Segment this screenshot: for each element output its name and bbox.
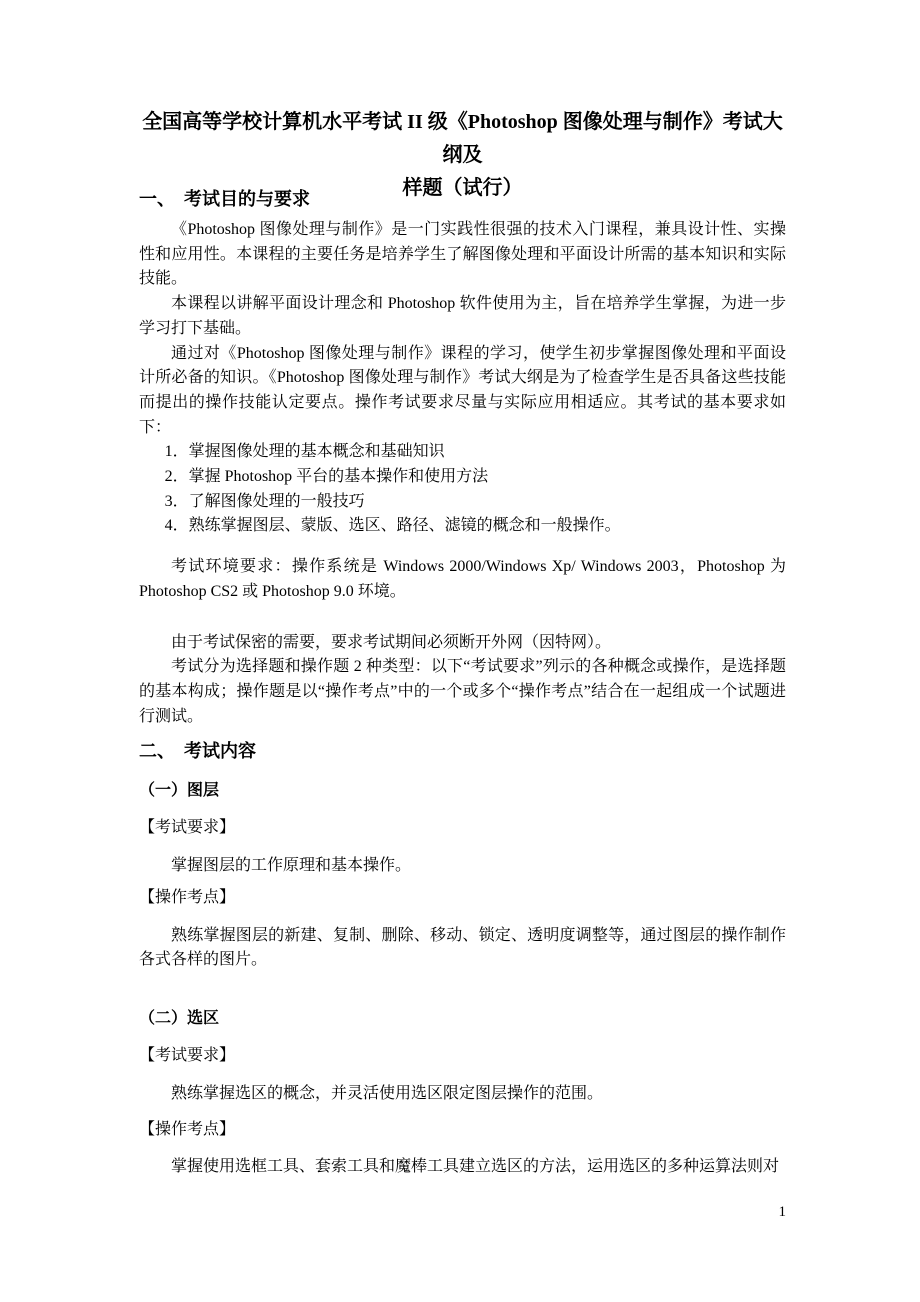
subsection-1-requirement-label: 【考试要求】: [139, 819, 236, 836]
document-title-line-2: 样题（试行）: [402, 177, 523, 199]
list-item: 1．掌握图像处理的基本概念和基础知识: [164, 443, 445, 461]
subsection-1-operation-text: 熟练掌握图层的新建、复制、删除、移动、锁定、透明度调整等，通过图层的操作制作各式各样的图片。: [139, 926, 786, 969]
section-2-heading: 二、 考试内容: [139, 741, 256, 761]
page-number: 1: [778, 1204, 786, 1220]
exam-requirement-list: [139, 440, 786, 539]
section-1-heading: 一、 考试目的与要求: [139, 189, 310, 209]
paragraph-outline-purpose: 通过对《Photoshop 图像处理与制作》课程的学习，使学生初步掌握图像处理和平面设计所必备的知识。《Photoshop 图像处理与制作》考试大纲是为了检查学生是否具备这些技能而提出的操作技能认定要点。操作考试要求尽量与实际应用相适应。其考试的基本要求如下：: [139, 344, 786, 436]
section-exam-purpose: [139, 186, 786, 729]
paragraph-environment: 考试环境要求：操作系统是 Windows 2000/Windows Xp/ Windows 2003，Photoshop 为 Photoshop CS2 或 Photoshop 9.0 环境。: [139, 558, 786, 600]
subsection-2-requirement-text: 熟练掌握选区的概念，并灵活使用选区限定图层操作的范围。: [171, 1085, 604, 1103]
section-exam-content: [139, 738, 786, 1180]
paragraph-course-goal: 本课程以讲解平面设计理念和 Photoshop 软件使用为主，旨在培养学生掌握，为进一步学习打下基础。: [139, 295, 786, 337]
subsection-2-operation-label: 【操作考点】: [139, 1120, 236, 1138]
subsection-1-requirement-text: 掌握图层的工作原理和基本操作。: [171, 857, 412, 874]
paragraph-course-intro: 《Photoshop 图像处理与制作》是一门实践性很强的技术入门课程，兼具设计性、实操性和应用性。本课程的主要任务是培养学生了解图像处理和平面设计所需的基本知识和实际技能。: [139, 221, 786, 288]
document-title-line-1: 全国高等学校计算机水平考试 II 级《Photoshop 图像处理与制作》考试大纲及: [142, 111, 783, 166]
subsection-1-heading: （一）图层: [139, 782, 220, 799]
subsection-2-requirement-label: 【考试要求】: [139, 1047, 236, 1065]
subsection-1-operation-label: 【操作考点】: [139, 888, 236, 906]
paragraph-question-types: 考试分为选择题和操作题 2 种类型：以下“考试要求”列示的各种概念或操作，是选择题的基本构成；操作题是以“操作考点”中的一个或多个“操作考点”结合在一起组成一个试题进行测试。: [139, 658, 786, 725]
list-item: 3．了解图像处理的一般技巧: [164, 492, 365, 510]
list-item: 4．熟练掌握图层、蒙版、选区、路径、滤镜的概念和一般操作。: [164, 517, 621, 535]
list-item: 2．掌握 Photoshop 平台的基本操作和使用方法: [164, 468, 489, 486]
subsection-2-heading: （二）选区: [139, 1010, 220, 1028]
paragraph-security: 由于考试保密的需要，要求考试期间必须断开外网（因特网）。: [171, 633, 612, 651]
subsection-2-operation-text: 掌握使用选框工具、套索工具和魔棒工具建立选区的方法，运用选区的多种运算法则对: [171, 1157, 780, 1175]
